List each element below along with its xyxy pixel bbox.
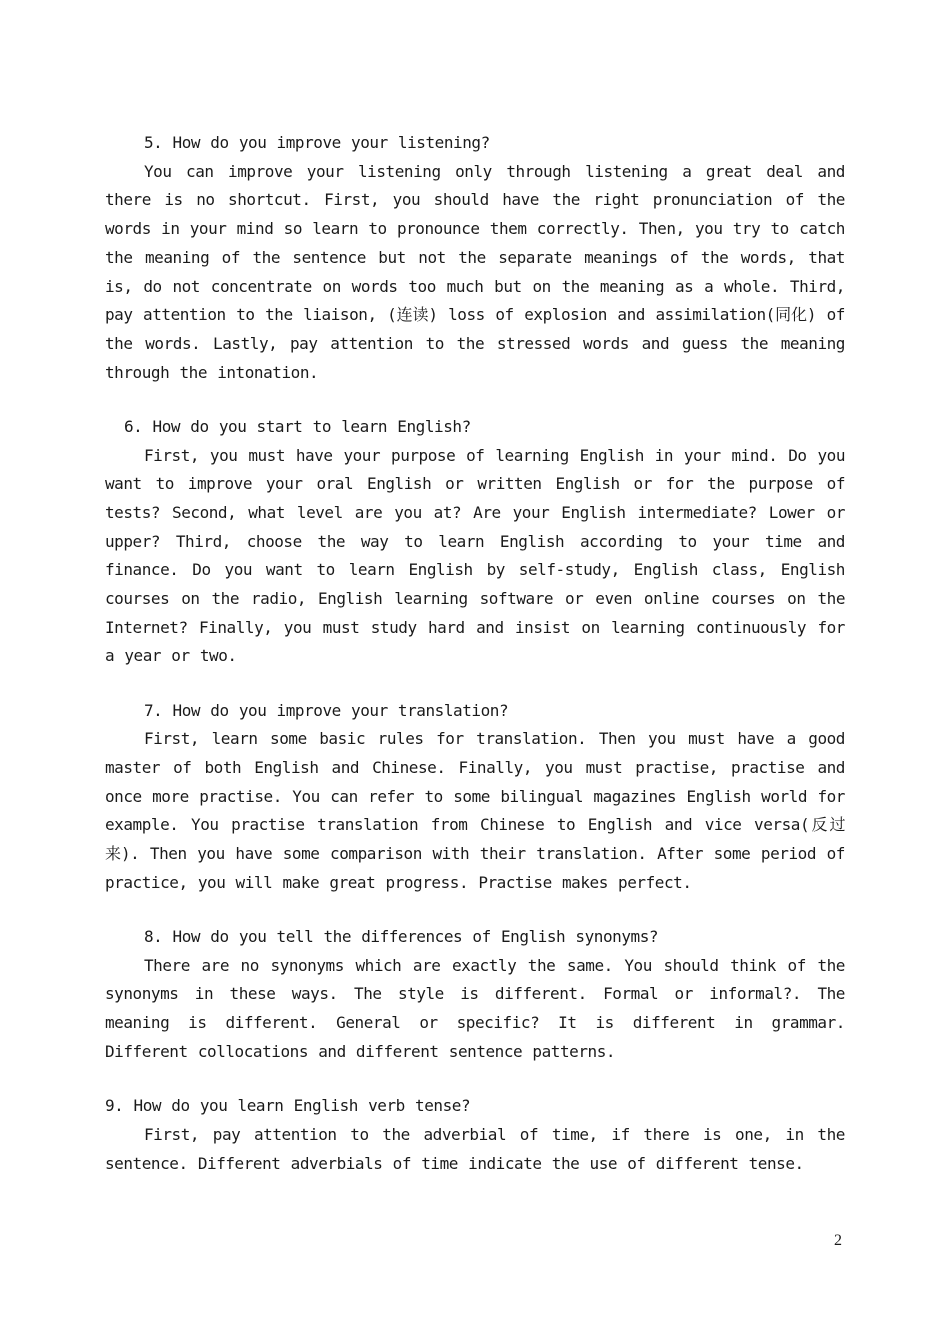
answer-paragraph: First, learn some basic rules for translation. Then you must have a good master of both English and Chinese. Finally, you must practise, practise and once more practise. You can refer to some bilingual magazines English world for example. You practise translation from Chinese to English and vice versa(反过来). Then you have some comparison with their translation. After some period of practice, you will make great progress. Practise makes perfect. <box>105 729 845 892</box>
answer-paragraph: First, pay attention to the adverbial of time, if there is one, in the sentence. Different adverbials of time indicate the use of different tense. <box>105 1124 845 1173</box>
qa-section-5 <box>105 129 845 387</box>
qa-section-6 <box>105 413 845 671</box>
question-heading: 7. How do you improve your translation? <box>144 700 509 720</box>
document-body <box>105 129 845 1204</box>
answer-paragraph: There are no synonyms which are exactly the same. You should think of the synonyms in these ways. The style is different. Formal or informal?. The meaning is different. General or specific? It is different in grammar. Different collocations and different sentence patterns. <box>105 955 845 1061</box>
qa-section-7 <box>105 697 845 898</box>
question-heading: 8. How do you tell the differences of English synonyms? <box>144 927 659 947</box>
question-heading: 9. How do you learn English verb tense? <box>105 1096 471 1116</box>
question-heading: 6. How do you start to learn English? <box>124 416 471 436</box>
question-heading: 5. How do you improve your listening? <box>144 133 490 152</box>
page-number: 2 <box>834 1232 842 1249</box>
answer-paragraph: You can improve your listening only through listening a great deal and there is no shortcut. First, you should have the right pronunciation of the words in your mind so learn to pronounce them correctly. Then, you try to catch the meaning of the sentence but not the separate meanings of the words, that is, do not concentrate on words too much but on the meaning as a whole. Third, pay attention to the liaison, (连读) loss of explosion and assimilation(同化) of the words. Lastly, pay attention to the stressed words and guess the meaning through the intonation. <box>105 161 845 382</box>
qa-section-8 <box>105 923 845 1067</box>
answer-paragraph: First, you must have your purpose of learning English in your mind. Do you want to improve your oral English or written English or for the purpose of tests? Second, what level are you at? Are your English intermediate? Lower or upper? Third, choose the way to learn English according to your time and finance. Do you want to learn English by self-study, English class, English courses on the radio, English learning software or even online courses on the Internet? Finally, you must study hard and insist on learning continuously for a year or two. <box>105 445 845 666</box>
qa-section-9 <box>105 1092 845 1178</box>
